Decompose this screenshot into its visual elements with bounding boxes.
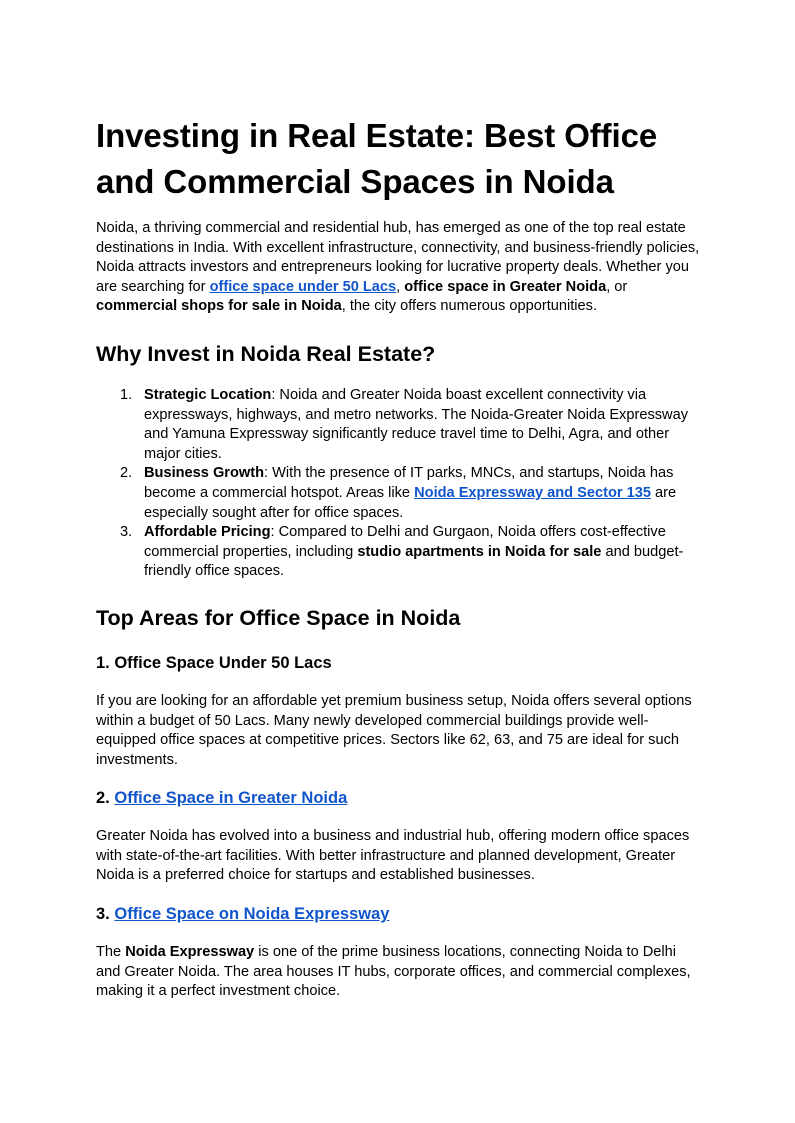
section-2-text: Greater Noida has evolved into a business and industrial hub, offering modern office spaces with state-of-the-art facilities. With better infrastructure and planned development, Greater Noida is a preferred choice for startups and established businesses.: [96, 828, 690, 884]
section-3-text-1: The: [96, 944, 126, 960]
list-item-text: : With the presence of IT parks, MNCs, and startups, Noida has become a commercial hotspot. Areas like: [144, 465, 674, 501]
section-1-heading: 1. Office Space Under 50 Lacs: [96, 654, 332, 672]
intro-text-2: ,: [396, 278, 405, 295]
section-3-number: 3.: [96, 905, 115, 923]
list-number: 3.: [120, 524, 133, 541]
list-item-label: Strategic Location: [144, 387, 272, 403]
list-item: [96, 386, 700, 464]
list-item: [96, 523, 700, 582]
section-2-number: 2.: [96, 789, 115, 807]
page-title: Investing in Real Estate: Best Office and Commercial Spaces in Noida: [96, 117, 658, 200]
office-space-noida-expressway-link[interactable]: Office Space on Noida Expressway: [114, 905, 390, 923]
noida-expressway-sector-135-link[interactable]: Noida Expressway and Sector 135: [414, 484, 651, 501]
top-areas-heading: Top Areas for Office Space in Noida: [96, 606, 461, 630]
section-2-heading: [96, 787, 700, 809]
list-item-label: Affordable Pricing: [144, 524, 271, 541]
list-item-label: Business Growth: [144, 465, 265, 482]
intro-text-3: , or: [606, 278, 628, 295]
section-3-heading: [96, 903, 700, 925]
section-3-bold: Noida Expressway: [125, 944, 255, 960]
list-number: 1.: [120, 387, 133, 403]
list-item-text: : Compared to Delhi and Gurgaon, Noida offers cost-effective commercial properties, including: [144, 524, 666, 560]
section-3-text: [96, 943, 700, 1002]
list-item: [96, 464, 700, 523]
section-1-text: If you are looking for an affordable yet premium business setup, Noida offers several options within a budget of 50 Lacs. Many newly developed commercial buildings provide well-equipped office spaces at competitive prices. Sectors like 62, 63, and 75 are ideal for such investments.: [96, 693, 692, 768]
list-item-text: : Noida and Greater Noida boast excellent connectivity via expressways, highways, and metro networks. The Noida-Greater Noida Expressway and Yamuna Expressway significantly reduce travel time to Delhi, Agra, and other major cities.: [144, 387, 688, 462]
intro-text-1: Noida, a thriving commercial and residential hub, has emerged as one of the top real estate destinations in India. With excellent infrastructure, connectivity, and business-friendly policies, Noida attracts investors and entrepreneurs looking for lucrative property deals. Whether you are searching for: [96, 220, 700, 295]
list-item-text: are especially sought after for office spaces.: [144, 484, 677, 521]
list-number: 2.: [120, 465, 133, 482]
intro-paragraph: [96, 219, 700, 317]
section-3-text-2: is one of the prime business locations, connecting Noida to Delhi and Greater Noida. The area houses IT hubs, corporate offices, and commercial complexes, making it a perfect investment choice.: [96, 944, 691, 1000]
intro-text-4: , the city offers numerous opportunities.: [341, 298, 598, 315]
why-invest-list: [96, 386, 700, 582]
list-item-bold: studio apartments in Noida for sale: [357, 543, 602, 560]
why-invest-heading: Why Invest in Noida Real Estate?: [96, 342, 436, 366]
intro-bold-greater-noida: office space in Greater Noida: [404, 278, 607, 295]
list-item-text: and budget-friendly office spaces.: [144, 543, 684, 580]
office-space-greater-noida-link[interactable]: Office Space in Greater Noida: [114, 789, 348, 807]
intro-bold-shops: commercial shops for sale in Noida: [96, 298, 342, 315]
office-under-50-lacs-link[interactable]: office space under 50 Lacs: [209, 278, 397, 295]
